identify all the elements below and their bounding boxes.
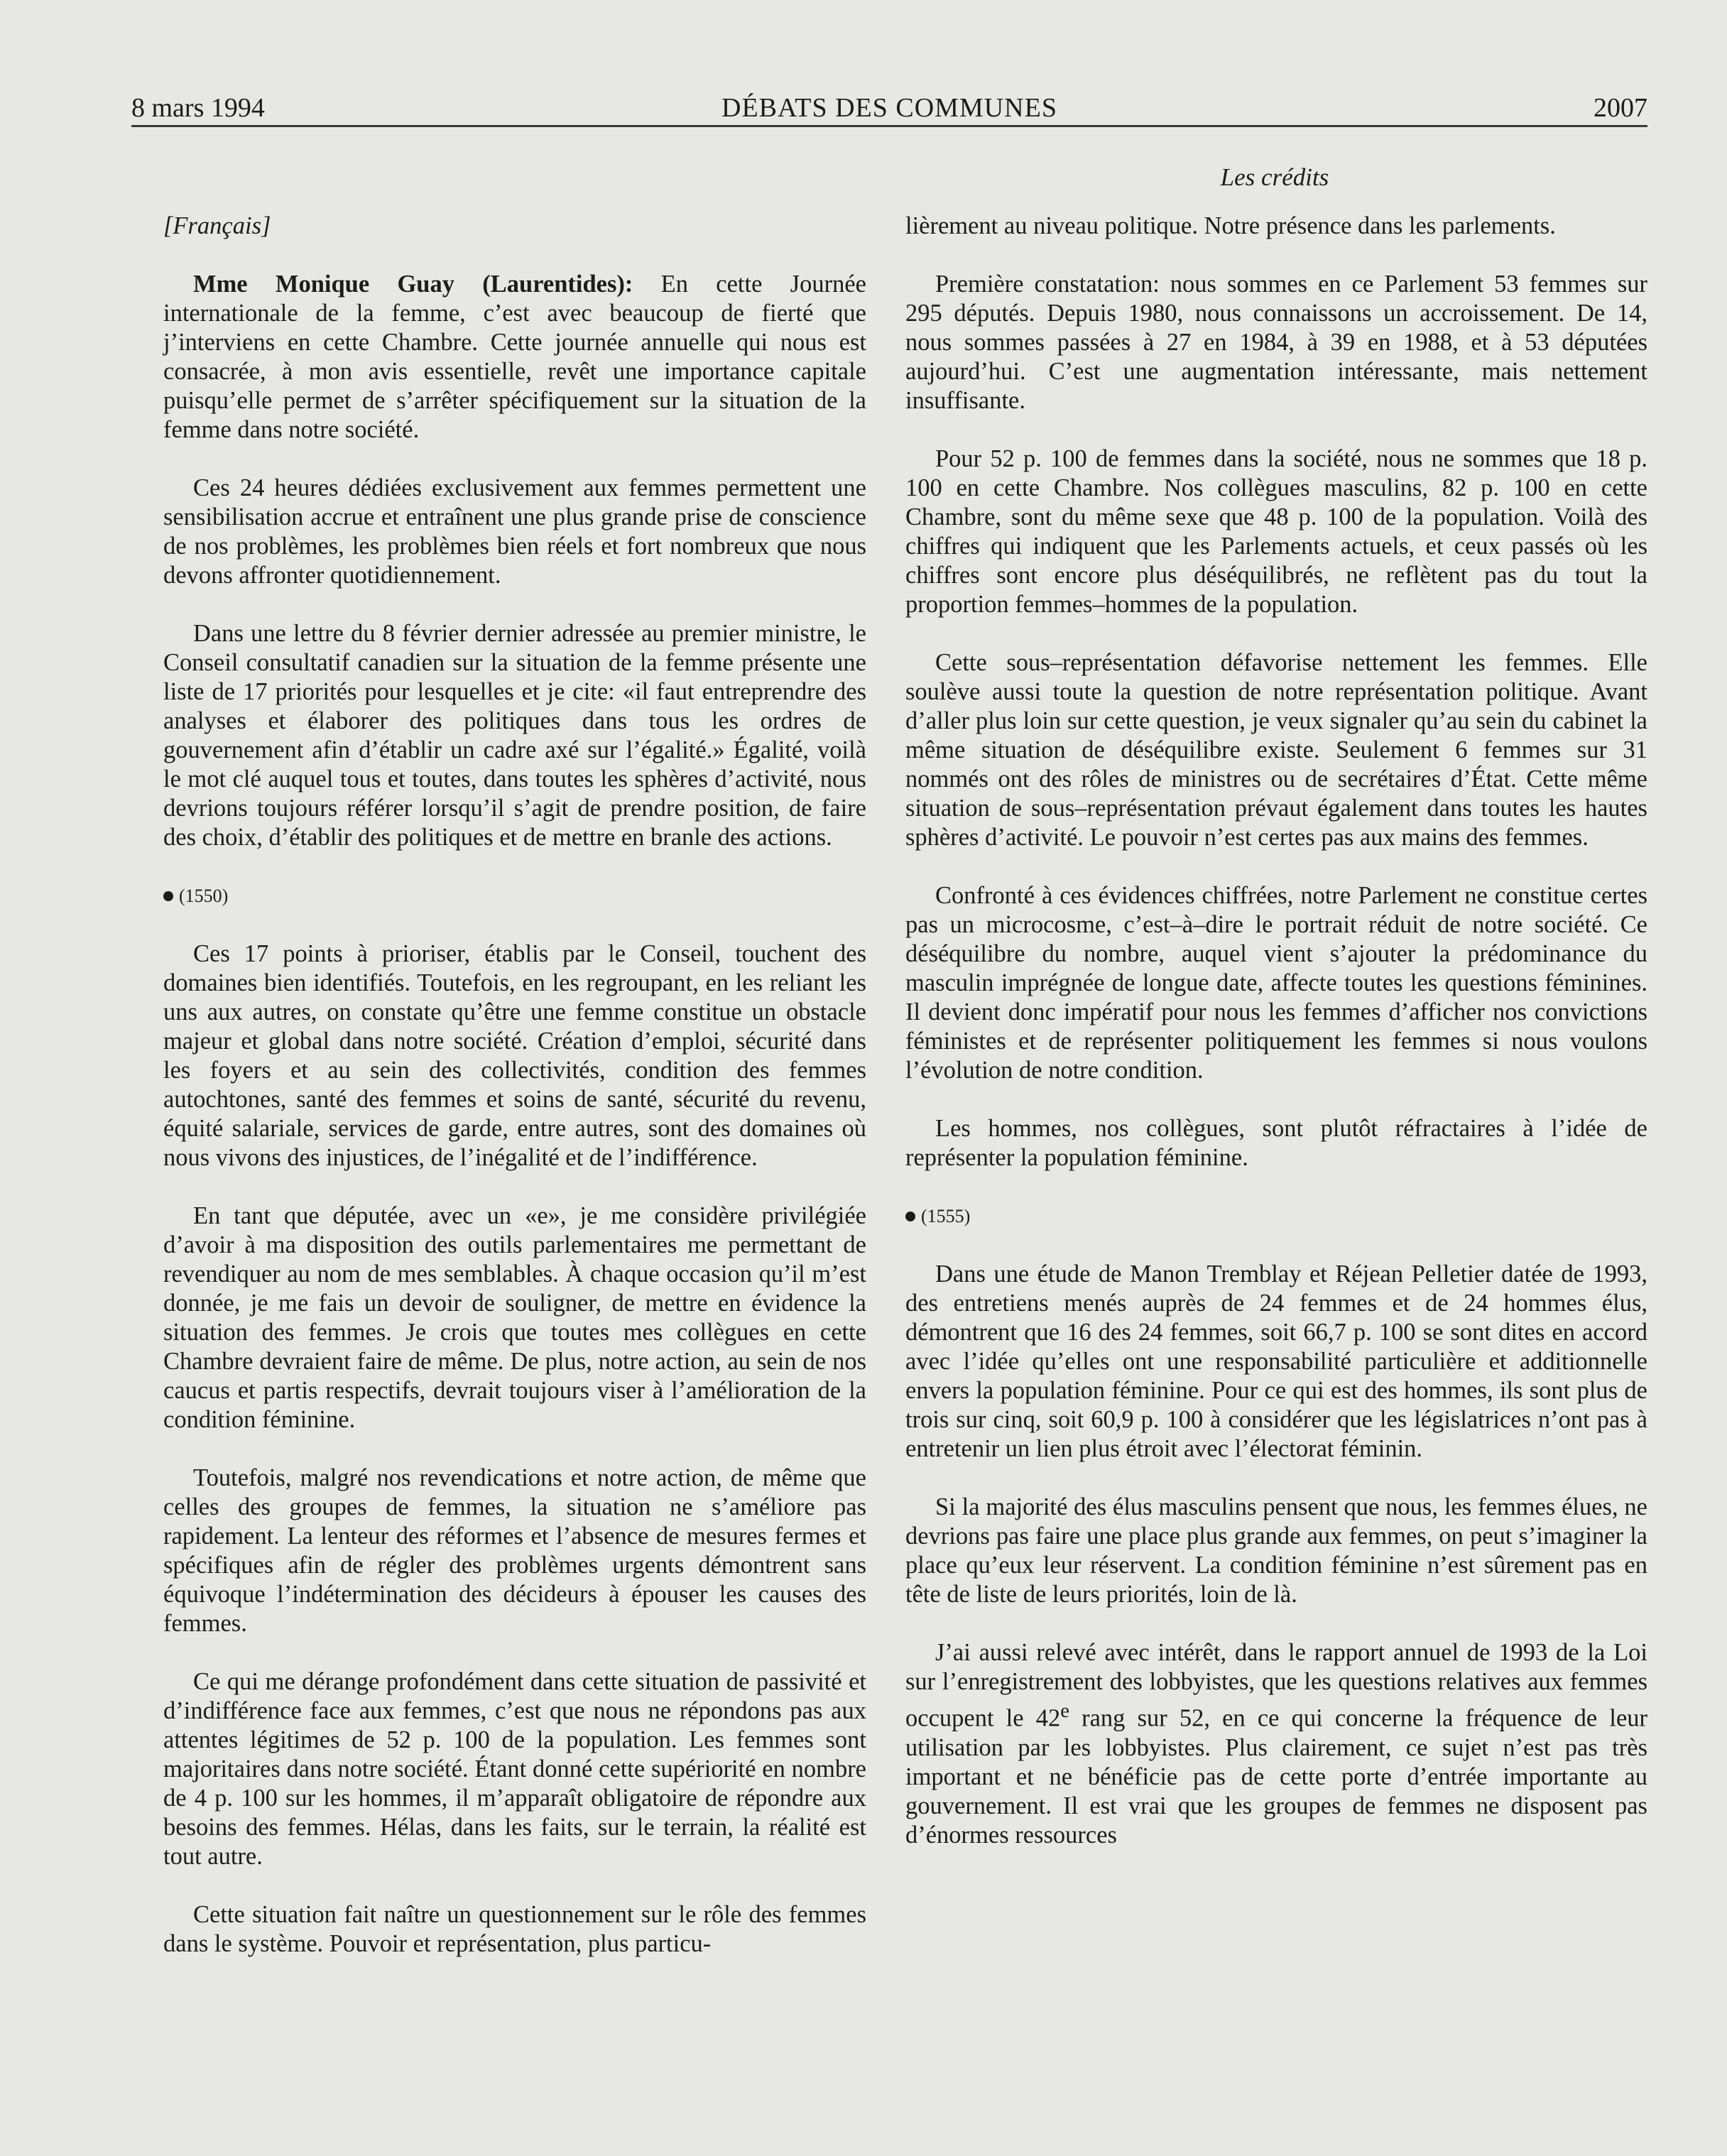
paragraph: Ces 17 points à prioriser, établis par le Conseil, touchent des domaines bien identifiés. Toutefois, en les regroupant, en les reliant les uns aux autres, on constate qu’être une femme constitue un obstacle majeur et global dans notre société. Création d’emploi, sécurité dans les foyers et au sein des collectivités, condition des femmes autochtones, santé des femmes et soins de santé, sécurité du revenu, équité salariale, services de garde, entre autres, sont des domaines où nous vivons des injustices, de l’inégalité et de l’indifférence.	[163, 940, 866, 1171]
paragraph: Ces 24 heures dédiées exclusivement aux femmes permettent une sensibilisation accrue et entraînent une plus grande prise de conscience de nos problèmes, les problèmes bien réels et fort nombreux que nous devons affronter quotidiennement.	[163, 474, 866, 589]
bullet-icon	[163, 891, 173, 901]
paragraph	[905, 1638, 1647, 1850]
superscript: e	[1060, 1699, 1069, 1722]
paragraph: Cette sous–représentation défavorise nettement les femmes. Elle soulève aussi toute la question de notre représentation politique. Avant d’aller plus loin sur cette question, je veux signaler qu’au sein du cabinet la même situation de déséquilibre existe. Seulement 6 femmes sur 31 nommés ont des rôles de ministres ou de secrétaires d’État. Cette même situation de sous–représentation prévaut également dans toutes les hautes sphères d’activité. Le pouvoir n’est certes pas aux mains des femmes.	[905, 649, 1647, 851]
paragraph	[163, 270, 866, 445]
time-marker-text: (1555)	[921, 1206, 971, 1226]
header-date: 8 mars 1994	[131, 93, 265, 123]
section-title: Les crédits	[1220, 163, 1329, 191]
paragraph: Ce qui me dérange profondément dans cette situation de passivité et d’indifférence face aux femmes, c’est que nous ne répondons pas aux attentes légitimes de 52 p. 100 de la population. Les femmes sont majoritaires dans notre société. Étant donné cette supériorité en nombre de 4 p. 100 sur les hommes, il m’apparaît obligatoire de répondre aux besoins des femmes. Hélas, dans les faits, sur le terrain, la réalité est tout autre.	[163, 1668, 866, 1870]
left-column	[163, 212, 866, 2030]
paragraph-text: rang sur 52, en ce qui concerne la fréquence de leur utilisation par les lobbyistes. Plus clairement, ce sujet n’est pas très important et ne bénéficie pas de cette porte d’entrée importante au gouvernement. Il est vrai que les groupes de femmes ne disposent pas d’énormes ressources	[905, 1704, 1648, 1849]
paragraph-continuation: lièrement au niveau politique. Notre présence dans les parlements.	[905, 212, 1556, 239]
paragraph: Cette situation fait naître un questionnement sur le rôle des femmes dans le système. Pouvoir et représentation, plus particu-	[163, 1901, 866, 1957]
language-tag: [Français]	[163, 212, 271, 239]
header-title: DÉBATS DES COMMUNES	[721, 93, 1057, 123]
bullet-icon	[905, 1212, 915, 1221]
paragraph: Toutefois, malgré nos revendications et notre action, de même que celles des groupes de femmes, la situation ne s’améliore pas rapidement. La lenteur des réformes et l’absence de mesures fermes et spécifiques afin de régler des problèmes urgents démontrent sans équivoque l’indétermination des décideurs à épouser les causes des femmes.	[163, 1464, 866, 1637]
paragraph: Confronté à ces évidences chiffrées, notre Parlement ne constitue certes pas un microcosme, c’est–à–dire le portrait réduit de notre société. Ce déséquilibre du nombre, auquel vient s’ajouter la prédominance du masculin imprégnée de longue date, affecte toutes les questions féminines. Il devient donc impératif pour nous les femmes d’afficher nos convictions féministes et de représenter politiquement les femmes si nous voulons l’évolution de notre condition.	[905, 882, 1647, 1084]
paragraph: Si la majorité des élus masculins pensent que nous, les femmes élues, ne devrions pas faire une place plus grande aux femmes, on peut s’imaginer la place qu’eux leur réservent. La condition féminine n’est sûrement pas en tête de liste de leurs priorités, loin de là.	[905, 1493, 1647, 1608]
paragraph-text: En cette Journée internationale de la femme, c’est avec beaucoup de fierté que j’interviens en cette Chambre. Cette journée annuelle qui nous est consacrée, à mon avis essentielle, revêt une importance capitale puisqu’elle permet de s’arrêter spécifiquement sur la situation de la femme dans notre société.	[163, 271, 866, 443]
paragraph: Les hommes, nos collègues, sont plutôt réfractaires à l’idée de représenter la population féminine.	[905, 1115, 1647, 1171]
speaker-name: Mme Monique Guay (Laurentides):	[193, 271, 633, 298]
paragraph: En tant que députée, avec un «e», je me considère privilégiée d’avoir à ma disposition des outils parlementaires me permettant de revendiquer au nom de mes semblables. À chaque occasion qu’il m’est donnée, je me fais un devoir de souligner, de mettre en évidence la situation des femmes. Je crois que toutes mes collègues en cette Chambre devraient faire de même. De plus, notre action, au sein de nos caucus et partis respectifs, devrait toujours viser à l’amélioration de la condition féminine.	[163, 1202, 866, 1433]
time-marker-text: (1550)	[179, 886, 229, 906]
paragraph: Dans une étude de Manon Tremblay et Réjean Pelletier datée de 1993, des entretiens menés auprès de 24 femmes et de 24 hommes élus, démontrent que 16 des 24 femmes, soit 66,7 p. 100 se sont dites en accord avec l’idée qu’elles ont une responsabilité particulière et additionnelle envers la population féminine. Pour ce qui est des hommes, ils sont plus de trois sur cinq, soit 60,9 p. 100 à considérer que les législatrices n’ont pas à entretenir un lien plus étroit avec l’électorat féminin.	[905, 1261, 1647, 1462]
time-marker	[163, 881, 866, 910]
paragraph-text: J’ai aussi relevé avec intérêt, dans le rapport annuel de 1993 de la Loi sur l’enregistrement des lobbyistes, que les questions relatives aux femmes occupent le 42	[905, 1639, 1647, 1732]
right-column	[905, 212, 1647, 2030]
paragraph: Dans une lettre du 8 février dernier adressée au premier ministre, le Conseil consultatif canadien sur la situation de la femme présente une liste de 17 priorités pour lesquelles et je cite: «il faut entreprendre des analyses et élaborer des politiques dans tous les ordres de gouvernement afin d’établir un cadre axé sur l’égalité.» Égalité, voilà le mot clé auquel tous et toutes, dans toutes les sphères d’activité, nous devrions toujours référer lorsqu’il s’agit de prendre position, de faire des choix, d’établir des politiques et de mettre en branle des actions.	[163, 620, 866, 851]
paragraph: Première constatation: nous sommes en ce Parlement 53 femmes sur 295 députés. Depuis 1980, nous connaissons un accroissement. De 14, nous sommes passées à 27 en 1984, à 39 en 1988, et à 53 députées aujourd’hui. C’est une augmentation intéressante, mais nettement insuffisante.	[905, 271, 1647, 414]
paragraph: Pour 52 p. 100 de femmes dans la société, nous ne sommes que 18 p. 100 en cette Chambre. Nos collègues masculins, 82 p. 100 en cette Chambre, sont du même sexe que 48 p. 100 de la population. Voilà des chiffres qui indiquent que les Parlements actuels, et ceux passés où les chiffres sont encore plus déséquilibrés, ne reflètent pas du tout la proportion femmes–hommes de la population.	[905, 445, 1647, 618]
running-header	[131, 91, 1647, 127]
page-number: 2007	[1593, 93, 1647, 123]
time-marker	[905, 1202, 1647, 1231]
